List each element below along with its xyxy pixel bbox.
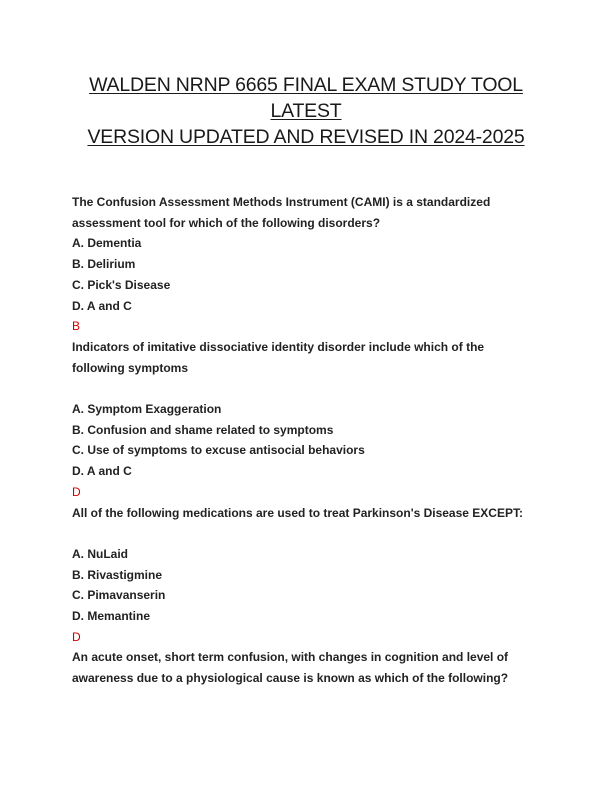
question-2-option-c: C. Use of symptoms to excuse antisocial behaviors xyxy=(72,443,365,458)
title-line-2: VERSION UPDATED AND REVISED IN 2024-2025 xyxy=(87,126,525,148)
question-2-answer: D xyxy=(72,484,81,499)
question-1-stem-line-2: assessment tool for which of the following disorders? xyxy=(72,215,381,230)
question-3-stem-line-1: All of the following medications are used to treat Parkinson's Disease EXCEPT: xyxy=(72,505,523,520)
question-2-option-a: A. Symptom Exaggeration xyxy=(72,402,222,417)
question-1-option-c: C. Pick's Disease xyxy=(72,277,171,292)
question-1-option-a: A. Dementia xyxy=(72,236,142,251)
question-3-answer: D xyxy=(72,629,81,644)
question-2-option-b: B. Confusion and shame related to symptoms xyxy=(72,422,334,437)
question-4-stem-line-1: An acute onset, short term confusion, with changes in cognition and level of xyxy=(72,650,509,665)
spacer xyxy=(72,378,552,399)
question-2-stem-line-2: following symptoms xyxy=(72,360,189,375)
question-list xyxy=(72,192,552,689)
title-line-1: WALDEN NRNP 6665 FINAL EXAM STUDY TOOL LATEST xyxy=(89,74,523,122)
question-2-stem-line-1: Indicators of imitative dissociative identity disorder include which of the xyxy=(72,339,485,354)
question-3-option-b: B. Rivastigmine xyxy=(72,567,163,582)
document-title xyxy=(60,72,552,150)
question-3-option-c: C. Pimavanserin xyxy=(72,588,166,603)
question-1-answer: B xyxy=(72,319,81,334)
question-1-stem-line-1: The Confusion Assessment Methods Instrument (CAMI) is a standardized xyxy=(72,195,491,209)
question-3-option-d: D. Memantine xyxy=(72,609,151,624)
question-2-option-d: D. A and C xyxy=(72,464,132,479)
spacer xyxy=(72,523,552,544)
question-1-option-b: B. Delirium xyxy=(72,257,136,272)
question-3-option-a: A. NuLaid xyxy=(72,546,128,561)
question-1-option-d: D. A and C xyxy=(72,298,132,313)
question-4-stem-line-2: awareness due to a physiological cause is known as which of the following? xyxy=(72,671,509,686)
